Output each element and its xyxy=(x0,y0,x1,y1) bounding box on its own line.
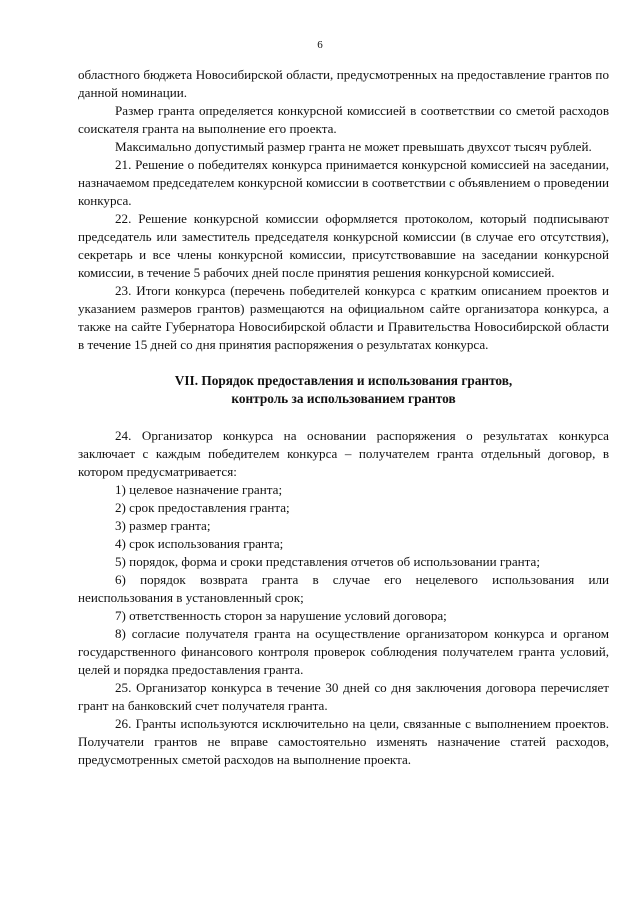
paragraph-p-24-3: 3) размер гранта; xyxy=(115,518,211,533)
paragraph-p-24-2: 2) срок предоставления гранта; xyxy=(115,500,290,515)
paragraph-p-25: 25. Организатор конкурса в течение 30 дней со дня заключения договора перечисляет грант на банковский счет получателя гранта. xyxy=(78,680,609,713)
page-number: 6 xyxy=(317,39,323,51)
paragraph-p-max-size: Максимально допустимый размер гранта не может превышать двухсот тысяч рублей. xyxy=(115,139,592,154)
paragraph-p-24-1: 1) целевое назначение гранта; xyxy=(115,482,283,497)
paragraphs-after-heading xyxy=(78,427,609,769)
section-heading-line-1: VII. Порядок предоставления и использования грантов, xyxy=(174,373,513,388)
section-heading xyxy=(78,372,609,408)
document-body xyxy=(78,66,609,769)
paragraph-p-24-8: 8) согласие получателя гранта на осуществление организатором конкурса и органом государственного финансового контроля проверок соблюдения получателем гранта условий, целей и порядка предоставления гранта. xyxy=(78,626,609,677)
paragraph-p-grant-size: Размер гранта определяется конкурсной комиссией в соответствии со сметой расходов соискателя гранта на выполнение его проекта. xyxy=(78,103,609,136)
paragraph-p-budget-continuation: областного бюджета Новосибирской области, предусмотренных на предоставление грантов по данной номинации. xyxy=(78,67,609,100)
paragraph-p-22: 22. Решение конкурсной комиссии оформляется протоколом, который подписывают председатель или заместитель председателя конкурсной комиссии (в случае его отсутствия), секретарь и все члены конкурсной комиссии, присутствовавшие на заседании конкурсной комиссии, в течение 5 рабочих дней после принятия решения конкурсной комиссией. xyxy=(78,211,609,280)
paragraph-p-24-6: 6) порядок возврата гранта в случае его нецелевого использования или неиспользования в установленный срок; xyxy=(78,572,609,605)
paragraph-p-24-5: 5) порядок, форма и сроки представления отчетов об использовании гранта; xyxy=(115,554,540,569)
paragraph-p-24-7: 7) ответственность сторон за нарушение условий договора; xyxy=(115,608,447,623)
paragraph-p-26: 26. Гранты используются исключительно на цели, связанные с выполнением проектов. Получатели грантов не вправе самостоятельно изменять назначение статей расходов, предусмотренных сметой расходов на выполнение проекта. xyxy=(78,716,609,767)
paragraph-p-24-4: 4) срок использования гранта; xyxy=(115,536,284,551)
paragraph-p-23: 23. Итоги конкурса (перечень победителей конкурса с кратким описанием проектов и указанием размеров грантов) размещаются на официальном сайте организатора конкурса, а также на сайте Губернатора Новосибирской области и Правительства Новосибирской области в течение 15 дней со дня принятия распоряжения о результатах конкурса. xyxy=(78,283,609,352)
paragraphs-before-heading xyxy=(78,66,609,354)
paragraph-p-24: 24. Организатор конкурса на основании распоряжения о результатах конкурса заключает с каждым победителем конкурса – получателем гранта отдельный договор, в котором предусматривается: xyxy=(78,428,609,479)
paragraph-p-21: 21. Решение о победителях конкурса принимается конкурсной комиссией на заседании, назначаемом председателем конкурсной комиссии в соответствии с объявлением о проведении конкурса. xyxy=(78,157,609,208)
section-heading-line-2: контроль за использованием грантов xyxy=(231,391,456,406)
